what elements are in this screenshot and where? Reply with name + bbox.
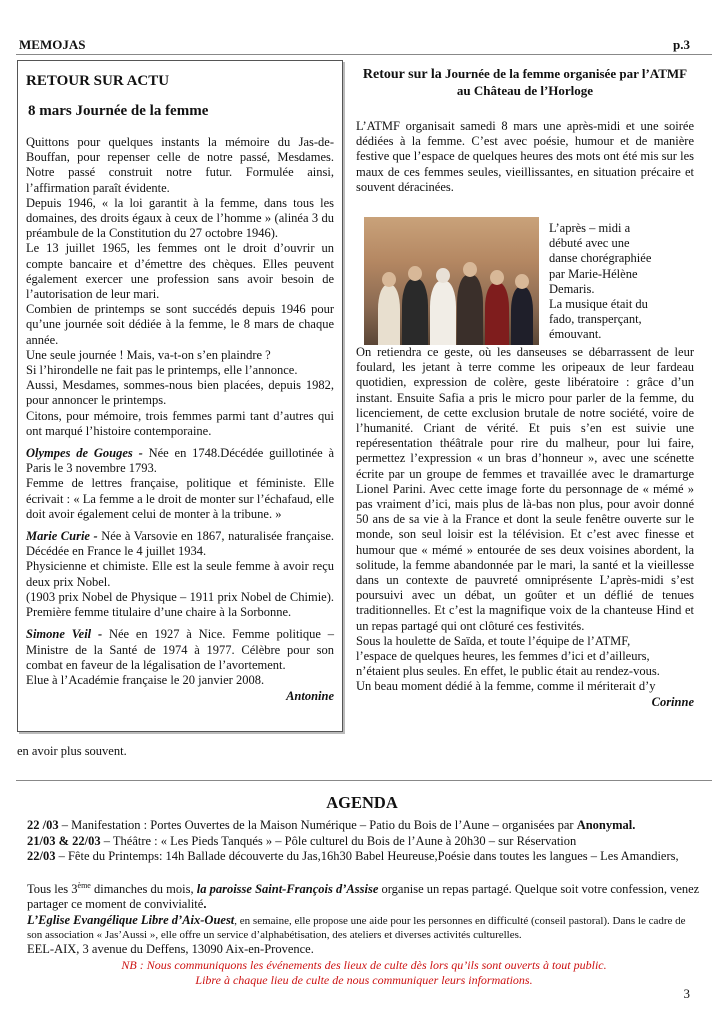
paragraph: Depuis 1946, « la loi garantit à la femme, dans tous les domaines, des droits égaux à ceux de l’homme » (alinéa 3 du préambule de la Constitution du 27 octobre 1946). — [26, 195, 334, 241]
article-title: 8 mars Journée de la femme — [28, 103, 209, 119]
caption-line: L’après – midi a — [549, 221, 631, 236]
page-label: p.3 — [673, 37, 690, 52]
event-date: 22/03 — [27, 849, 56, 863]
worship-notice: L’Eglise Evangélique Libre d’Aix-Ouest, en semaine, elle propose une aide pour les personnes en difficulté (conseil pastoral). Dans le cadre de son association « Jas’Aussi », elle offre un service d’alphabétisation, des ateliers et diverses activités culturelles. — [27, 912, 686, 941]
event-text: – Théâtre : « Les Pieds Tanqués » – Pôle culturel du Bois de l’Aune à 20h30 – sur Réservation — [100, 833, 577, 848]
caption-line: fado, transperçant, — [549, 312, 642, 327]
person-bio: Née en 1748.Décédée guillotinée à Paris le 3 novembre 1793. — [26, 446, 334, 476]
church-address: EEL-AIX, 3 avenue du Deffens, 13090 Aix-en-Provence. — [27, 941, 314, 956]
person-bio: Née en 1927 à Nice. Femme politique – Ministre de la Santé de 1974 à 1977. Célèbre pour son combat en faveur de la légalisation de l’avortement. — [26, 627, 335, 672]
event-date: 22 /03 — [27, 818, 59, 832]
paragraph: Physicienne et chimiste. Elle est la seule femme à avoir reçu deux prix Nobel. — [26, 559, 334, 589]
title-subline: au Château de l’Horloge — [456, 83, 594, 98]
caption-line: émouvant. — [549, 327, 602, 342]
retour-sur-actu-article — [17, 60, 343, 732]
group-photo — [364, 217, 539, 345]
event-date: 21/03 & 22/03 — [27, 833, 101, 848]
text-line: Un beau moment dédié à la femme, comme il mériterait d’y — [356, 679, 656, 694]
event-text: – Fête du Printemps: 14h Ballade découverte du Jas,16h30 Babel Heureuse,Poésie dans toutes les langues – Les Amandiers, — [55, 849, 679, 863]
church-name: la paroisse Saint-François d’Assise — [196, 881, 379, 896]
atmf-article — [356, 66, 694, 710]
agenda-event — [27, 818, 701, 834]
woman-profile — [26, 627, 334, 673]
person-name: Simone Veil - — [26, 627, 103, 642]
agenda-section — [27, 818, 701, 988]
church-name: L’Eglise Evangélique Libre d’Aix-Ouest — [27, 912, 235, 927]
paragraph: Si l’hirondelle ne fait pas le printemps, elle l’annonce. — [26, 363, 298, 378]
article-title — [356, 66, 694, 99]
paragraph: Le 13 juillet 1965, les femmes ont le droit d’ouvrir un compte bancaire et d’émettre des chèques. Elles peuvent également exercer une profession sans avoir besoin de l’autorisation de leur mari. — [26, 241, 334, 302]
photo-with-caption — [356, 214, 694, 345]
article-section-title: RETOUR SUR ACTU — [26, 73, 170, 89]
person-name: Marie Curie - — [26, 529, 98, 544]
paragraph: On retiendra ce geste, où les danseuses se débarrassent de leur foulard, les jetant à terre comme les oripeaux de leur fardeau quotidien, expression de colère, geste libératoire : grâce d’un instant. Ensuite Safia a pris le micro pour parler de la femme, du licenciement, de cette exclusion brutale de notre société, voire de l’humanité. Criant de vérité. Et puis s’en est suivie une repéresentation théâtrale pour rire du malheur, pour lui faire, permettez l’expression « un bras d’honneur », avec une scénette écrite par un groupe de femmes et travaillée avec le dramarturge Lionel Parini. Avec cette image forte du personnage de « mémé » pas vraiment d’ici, mais plus de là-bas non plus, pour avoir donné 50 ans de sa vie à la France et dont la seule fenêtre ouverte sur le monde, son seul loisir est la télévision. Et c’est avec finesse et humour que « mémé » entourée de ses deux voisines abordent, la solitude, la femme abandonnée par le mari, la santé et la vieillesse dans un contexte de pauvreté omniprésente L’après-midi s’est poursuivi avec un débat, un goûter et un déflié de tenues traditionnelles. Et c’est la magnifique voix de la chanteuse Hind et un repas partagé qui ont clôturé ces festivités. — [356, 345, 694, 633]
continued-text: en avoir plus souvent. — [17, 744, 127, 758]
caption-line: danse chorégraphiée — [549, 251, 652, 266]
event-text: – Manifestation : Portes Ouvertes de la Maison Numérique – Patio du Bois de l’Aune – organisées par — [58, 818, 577, 832]
person-name: Olympes de Gouges - — [26, 446, 143, 461]
paragraph: L’ATMF organisait samedi 8 mars une après-midi et une soirée dédiées à la femme. C’est avec poésie, humour et de manière festive que l’espace de quelques heures des mots ont été mis sur les maux de ces femmes seules, vieillissantes, en situation précaire et souvent déracinées. — [356, 119, 694, 194]
author-signature: Corinne — [651, 694, 694, 709]
title-part: Retour sur la — [362, 67, 442, 82]
text-line: Sous la houlette de Saïda, et toute l’équipe de l’ATMF, — [356, 633, 631, 648]
photo-caption — [549, 214, 694, 345]
agenda-event — [27, 834, 701, 850]
header-divider — [16, 54, 712, 55]
event-organizer: Anonymal. — [576, 818, 636, 832]
text-line: n’étaient plus seules. En effet, le public était au rendez-vous. — [356, 664, 660, 679]
text-line: l’espace de quelques heures, les femmes d’ici et d’ailleurs, — [356, 649, 650, 664]
caption-line: Demaris. — [549, 281, 595, 296]
woman-profile — [26, 529, 334, 559]
agenda-event — [27, 849, 701, 865]
newsletter-title: MEMOJAS — [19, 37, 86, 52]
paragraph: Combien de printemps se sont succédés depuis 1946 pour qu’une journée soit dédiée à la femme, le 8 mars de chaque année. — [26, 302, 334, 347]
author-signature: Antonine — [286, 689, 334, 704]
person-bio: Née à Varsovie en 1867, naturalisée française. Décédée en France le 4 juillet 1934. — [26, 529, 334, 559]
woman-profile — [26, 446, 334, 476]
paragraph: Une seule journée ! Mais, va-t-on s’en plaindre ? — [26, 347, 271, 362]
worship-notice: Tous les 3ème dimanches du mois, la paroisse Saint-François d’Assise organise un repas partagé. Quelque soit votre confession, venez partager ce moment de convivialité. — [27, 880, 700, 912]
agenda-divider — [16, 780, 712, 781]
caption-line: La musique était du — [549, 297, 648, 312]
title-part: Journée de la femme organisée par l’ATMF — [441, 66, 688, 81]
paragraph: Citons, pour mémoire, trois femmes parmi tant d’autres qui ont marqué l’histoire contemporaine. — [26, 408, 334, 438]
paragraph: Femme de lettres française, politique et féministe. Elle écrivait : « La femme a le droit de monter sur l’échafaud, elle doit avoir également celui de monter à la tribune. » — [26, 476, 334, 521]
caption-line: débuté avec une — [549, 236, 630, 251]
paragraph: Aussi, Mesdames, sommes-nous bien placées, depuis 1982, pour annoncer le printemps. — [26, 378, 334, 408]
page-number: 3 — [683, 986, 690, 1001]
paragraph: (1903 prix Nobel de Physique – 1911 prix Nobel de Chimie). Première femme titulaire d’une chaire à la Sorbonne. — [26, 589, 334, 620]
nb-notice: NB : Nous communiquons les événements des lieux de culte dès lors qu’ils sont ouverts à tout public. Libre à chaque lieu de culte de nous communiquer leurs informations. — [121, 958, 607, 988]
caption-line: par Marie-Hélène — [549, 266, 638, 281]
paragraph: Elue à l’Académie française le 20 janvier 2008. — [26, 672, 265, 687]
paragraph: Quittons pour quelques instants la mémoire du Jas-de-Bouffan, pour repenser celle de notre passé, Mesdames. Notre passé construit notre futur. Formulée ainsi, l’affirmation paraît évidente. — [26, 135, 334, 195]
agenda-title: AGENDA — [326, 793, 398, 812]
